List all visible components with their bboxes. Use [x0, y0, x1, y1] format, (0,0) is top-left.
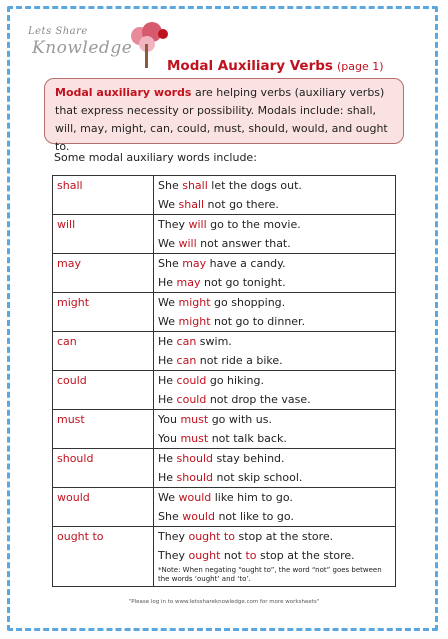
sentence-text: They [158, 218, 189, 231]
modal-word: would [178, 491, 212, 504]
example-cell [154, 176, 396, 215]
example-sentence [158, 215, 395, 234]
table-row [53, 371, 396, 410]
example-sentence [158, 468, 395, 487]
sentence-text: He [158, 335, 177, 348]
modal-word: would [182, 510, 215, 523]
example-sentence [158, 273, 395, 292]
modal-word-cell: should [53, 449, 154, 488]
example-cell [154, 449, 396, 488]
example-sentence [158, 195, 395, 214]
sentence-text: He [158, 471, 177, 484]
modal-word-cell: would [53, 488, 154, 527]
sentence-text: He [158, 354, 177, 367]
example-sentence [158, 351, 395, 370]
example-sentence [158, 449, 395, 468]
modal-word-cell: will [53, 215, 154, 254]
sentence-text: We [158, 198, 179, 211]
example-sentence [158, 332, 395, 351]
table-row [53, 254, 396, 293]
example-cell [154, 293, 396, 332]
sentence-text: We [158, 315, 179, 328]
example-cell [154, 410, 396, 449]
sentence-text: They [158, 530, 189, 543]
modal-word-cell: may [53, 254, 154, 293]
sentence-text: We [158, 237, 179, 250]
sentence-text: not [220, 549, 246, 562]
modal-words-table [52, 175, 396, 587]
modal-word: ought [188, 549, 221, 562]
sentence-text: not go to dinner. [210, 315, 306, 328]
intro-text: are helping verbs (auxiliary verbs) that express necessity or possibility. Modals include: shall, will, may, might, can, could, must, should, would, and ought to. [55, 86, 388, 153]
sentence-text: like him to go. [211, 491, 293, 504]
sentence-text: not like to go. [214, 510, 294, 523]
sentence-text: swim. [196, 335, 232, 348]
page-title [167, 58, 384, 74]
example-cell [154, 488, 396, 527]
example-cell [154, 254, 396, 293]
modal-word: shall [178, 198, 205, 211]
modal-word: to [245, 549, 257, 562]
sentence-text: go hiking. [206, 374, 264, 387]
sentence-text: not ride a bike. [196, 354, 283, 367]
sentence-text: go with us. [208, 413, 272, 426]
modal-word: can [176, 335, 197, 348]
modal-word-cell: must [53, 410, 154, 449]
modal-word: must [180, 432, 209, 445]
modal-word: can [176, 354, 197, 367]
example-cell [154, 371, 396, 410]
modal-word: should [176, 452, 213, 465]
example-sentence [158, 371, 395, 390]
modal-word: might [178, 296, 211, 309]
sentence-text: He [158, 452, 177, 465]
sentence-text: not go tonight. [200, 276, 286, 289]
sentence-text: You [158, 432, 181, 445]
table-row [53, 215, 396, 254]
table-row [53, 449, 396, 488]
example-cell [154, 215, 396, 254]
modal-word: ought to [188, 530, 235, 543]
modal-word: should [176, 471, 213, 484]
sentence-text: let the dogs out. [207, 179, 302, 192]
modal-word: could [176, 374, 207, 387]
sentence-text: She [158, 179, 183, 192]
sentence-text: He [158, 393, 177, 406]
logo-text-top: Lets Share [28, 26, 88, 37]
table-row [53, 410, 396, 449]
example-sentence [158, 410, 395, 429]
example-sentence [158, 254, 395, 273]
modal-word-cell: shall [53, 176, 154, 215]
table-row [53, 176, 396, 215]
example-sentence [158, 293, 395, 312]
sentence-text: stay behind. [213, 452, 285, 465]
sentence-text: We [158, 491, 179, 504]
table-lead-text: Some modal auxiliary words include: [54, 151, 257, 164]
sentence-text: She [158, 510, 183, 523]
modal-word: may [176, 276, 201, 289]
sentence-text: go to the movie. [206, 218, 301, 231]
example-sentence [158, 312, 395, 331]
sentence-text: You [158, 413, 181, 426]
sentence-text: not drop the vase. [206, 393, 311, 406]
sentence-text: He [158, 374, 177, 387]
sentence-text: They [158, 549, 189, 562]
example-sentence [158, 546, 395, 565]
sentence-text: We [158, 296, 179, 309]
title-text: Modal Auxiliary Verbs [167, 58, 333, 74]
example-sentence [158, 527, 395, 546]
example-sentence [158, 234, 395, 253]
modal-word: shall [182, 179, 208, 192]
sentence-text: go shopping. [210, 296, 286, 309]
example-cell [154, 527, 396, 587]
sentence-text: have a candy. [206, 257, 286, 270]
example-sentence [158, 488, 395, 507]
example-cell [154, 332, 396, 371]
modal-word-cell: ought to [53, 527, 154, 587]
table-row [53, 488, 396, 527]
modal-word: might [178, 315, 211, 328]
sentence-text: stop at the store. [256, 549, 355, 562]
example-sentence [158, 390, 395, 409]
sentence-text: stop at the store. [234, 530, 334, 543]
logo-text-bottom: Knowledge [32, 38, 133, 58]
modal-word-cell: could [53, 371, 154, 410]
modal-word: will [178, 237, 197, 250]
modal-word: must [180, 413, 209, 426]
sentence-text: not talk back. [208, 432, 287, 445]
sentence-text: not go there. [204, 198, 279, 211]
example-sentence [158, 429, 395, 448]
example-sentence [158, 176, 395, 195]
modal-word-cell: might [53, 293, 154, 332]
page-number-label: (page 1) [336, 60, 384, 73]
modal-word-cell: can [53, 332, 154, 371]
footer-text: "Please log in to www.letsshareknowledge.com for more worksheets" [128, 599, 320, 605]
sentence-text: not skip school. [213, 471, 303, 484]
intro-box [44, 78, 404, 153]
intro-highlight: Modal auxiliary words [55, 86, 192, 99]
site-logo [24, 20, 174, 76]
sentence-text: He [158, 276, 177, 289]
example-sentence [158, 507, 395, 526]
sentence-text: She [158, 257, 183, 270]
sentence-text: not answer that. [196, 237, 291, 250]
table-row [53, 527, 396, 587]
modal-word: could [176, 393, 207, 406]
negation-note: *Note: When negating “ought to”, the word “not” goes between the words ‘ought’ and ‘to’. [158, 566, 382, 583]
table-row [53, 332, 396, 371]
modal-word: will [188, 218, 207, 231]
modal-word: may [182, 257, 207, 270]
table-row [53, 293, 396, 332]
